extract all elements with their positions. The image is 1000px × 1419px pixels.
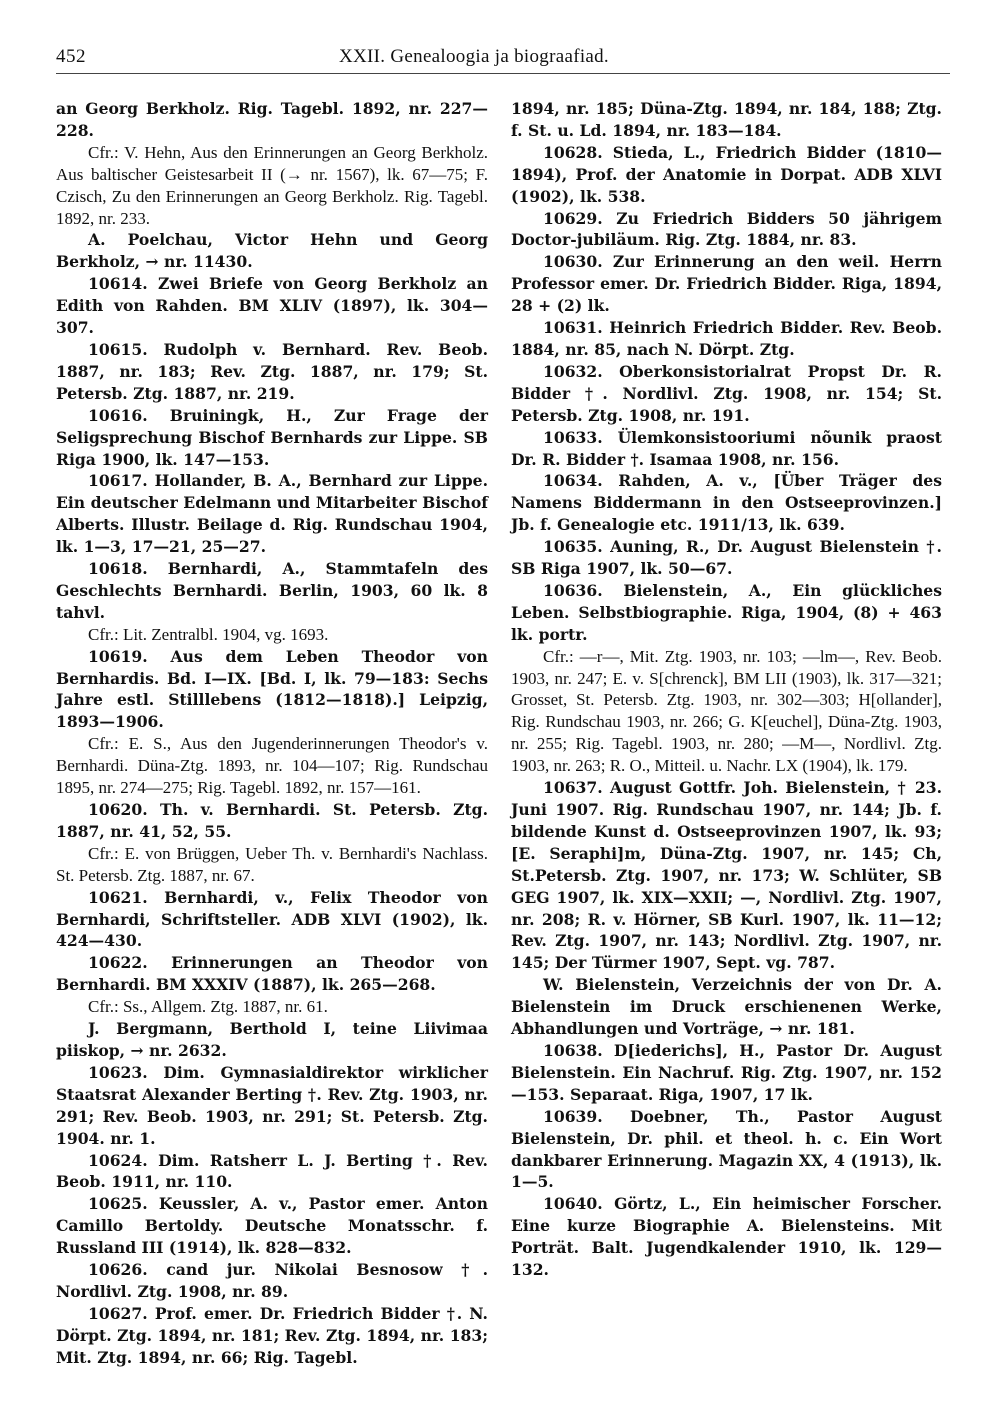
bibliography-entry: 10635. Auning, R., Dr. August Bielenstein †. SB Riga 1907, lk. 50—67. xyxy=(511,537,942,579)
bibliography-entry: Cfr.: E. von Brüggen, Ueber Th. v. Bernhardi's Nachlass. St. Petersb. Ztg. 1887, nr. 67. xyxy=(56,843,488,885)
bibliography-entry: 10633. Ülemkonsistooriumi nõunik praost Dr. R. Bidder †. Isamaa 1908, nr. 156. xyxy=(511,427,942,469)
bibliography-entry: 10627. Prof. emer. Dr. Friedrich Bidder †. N. Dörpt. Ztg. 1894, nr. 181; Rev. Ztg. 1894, nr. 183; Mit. Ztg. 1894, nr. 66; Rig. Tagebl. xyxy=(56,1303,488,1367)
bibliography-entry: 10639. Doebner, Th., Pastor August Bielenstein, Dr. phil. et theol. h. c. Ein Wort dankbarer Erinnerung. Magazin XX, 4 (1913), lk. 1—5. xyxy=(511,1106,942,1192)
bibliography-entry: 10620. Th. v. Bernhardi. St. Petersb. Ztg. 1887, nr. 41, 52, 55. xyxy=(56,800,488,841)
bibliography-entry: 10624. Dim. Ratsherr L. J. Berting †. Rev. Beob. 1911, nr. 110. xyxy=(56,1150,488,1192)
bibliography-entry: 10619. Aus dem Leben Theodor von Bernhardis. Bd. I—IX. [Bd. I, lk. 79—183: Sechs Jahre estl. Stilllebens (1812—1818).] Leipzig, 1893—1906. xyxy=(56,646,488,732)
bibliography-entry: 10616. Bruiningk, H., Zur Frage der Seligsprechung Bischof Bernhards zur Lippe. SB Riga 1900, lk. 147—153. xyxy=(56,405,488,469)
bibliography-entry: 10625. Keussler, A. v., Pastor emer. Anton Camillo Bertoldy. Deutsche Monatsschr. f. Russland III (1914), lk. 828—832. xyxy=(56,1194,488,1258)
bibliography-entry: J. Bergmann, Berthold I, teine Liivimaa piiskop, → nr. 2632. xyxy=(56,1019,488,1060)
bibliography-entry: 10634. Rahden, A. v., [Über Träger des Namens Biddermann in den Ostseeprovinzen.] Jb. f. Genealogie etc. 1911/13, lk. 639. xyxy=(511,471,942,535)
bibliography-entry: 10623. Dim. Gymnasialdirektor wirklicher Staatsrat Alexander Berting †. Rev. Ztg. 1903, nr. 291; Rev. Beob. 1903, nr. 291; St. Petersb. Ztg. 1904. nr. 1. xyxy=(56,1062,488,1148)
page-header xyxy=(56,40,950,76)
left-column xyxy=(56,98,488,1369)
bibliography-entry: 10621. Bernhardi, v., Felix Theodor von Bernhardi, Schriftsteller. ADB XLVI (1902), lk. 424—430. xyxy=(56,887,488,951)
bibliography-entry: an Georg Berkholz. Rig. Tagebl. 1892, nr. 227—228. xyxy=(56,99,488,140)
bibliography-entry: Cfr.: V. Hehn, Aus den Erinnerungen an Georg Berkholz. Aus baltischer Geistesarbeit II (→ nr. 1567), lk. 67—75; F. Czisch, Zu den Erinnerungen an Georg Berkholz. Rig. Tagebl. 1892, nr. 233. xyxy=(56,142,488,228)
bibliography-entry: Cfr.: E. S., Aus den Jugenderinnerungen Theodor's v. Bernhardi. Düna-Ztg. 1893, nr. 104—107; Rig. Rundschau 1895, nr. 274—275; Rig. Tagebl. 1892, nr. 157—161. xyxy=(56,734,488,798)
bibliography-entry: A. Poelchau, Victor Hehn und Georg Berkholz, → nr. 11430. xyxy=(56,230,488,272)
bibliography-entry: 10622. Erinnerungen an Theodor von Bernhardi. BM XXXIV (1887), lk. 265—268. xyxy=(56,953,488,995)
bibliography-entry: 1894, nr. 185; Düna-Ztg. 1894, nr. 184, 188; Ztg. f. St. u. Ld. 1894, nr. 183—184. xyxy=(511,99,942,140)
bibliography-entry: 10631. Heinrich Friedrich Bidder. Rev. Beob. 1884, nr. 85, nach N. Dörpt. Ztg. xyxy=(511,318,942,359)
bibliography-entry: 10640. Görtz, L., Ein heimischer Forscher. Eine kurze Biographie A. Bielensteins. Mit Porträt. Balt. Jugendkalender 1910, lk. 129—132. xyxy=(511,1194,942,1280)
bibliography-entry: 10636. Bielenstein, A., Ein glückliches Leben. Selbstbiographie. Riga, 1904, (8) + 463 lk. portr. xyxy=(511,580,942,644)
right-column xyxy=(511,98,942,1281)
bibliography-entry: 10628. Stieda, L., Friedrich Bidder (1810—1894), Prof. der Anatomie in Dorpat. ADB XLVI (1902), lk. 538. xyxy=(511,142,942,206)
header-rule xyxy=(56,73,950,74)
bibliography-entry: W. Bielenstein, Verzeichnis der von Dr. A. Bielenstein im Druck erschienenen Werke, Abhandlungen und Vorträge, → nr. 181. xyxy=(511,975,942,1039)
bibliography-entry: 10618. Bernhardi, A., Stammtafeln des Geschlechts Bernhardi. Berlin, 1903, 60 lk. 8 tahvl. xyxy=(56,559,488,622)
bibliography-entry: 10638. D[iederichs], H., Pastor Dr. August Bielenstein. Ein Nachruf. Rig. Ztg. 1907, nr. 152—153. Separaat. Riga, 1907, 17 lk. xyxy=(511,1040,942,1104)
bibliography-entry: 10617. Hollander, B. A., Bernhard zur Lippe. Ein deutscher Edelmann und Mitarbeiter Bischof Alberts. Illustr. Beilage d. Rig. Rundschau 1904, lk. 1—3, 17—21, 25—27. xyxy=(56,471,488,557)
bibliography-entry: Cfr.: Lit. Zentralbl. 1904, vg. 1693. xyxy=(88,624,329,644)
bibliography-entry: 10629. Zu Friedrich Bidders 50 jährigem Doctor-jubiläum. Rig. Ztg. 1884, nr. 83. xyxy=(511,208,942,250)
running-title: XXII. Genealoogia ja biograafiad. xyxy=(339,46,609,67)
page-number: 452 xyxy=(56,46,86,67)
bibliography-entry: Cfr.: —r—, Mit. Ztg. 1903, nr. 103; —lm—, Rev. Beob. 1903, nr. 247; E. v. S[chrenck], BM LII (1903), lk. 317—321; Grosset, St. Petersb. Ztg. 1903, nr. 302—303; H[ollander], Rig. Rundschau 1903, nr. 266; G. K[euchel], Düna-Ztg. 1903, nr. 255; Rig. Tagebl. 1903, nr. 280; —M—, Nordlivl. Ztg. 1903, nr. 263; R. O., Mitteil. u. Nachr. LX (1904), lk. 179. xyxy=(511,646,942,776)
bibliography-entry: 10626. cand jur. Nikolai Besnosow †. Nordlivl. Ztg. 1908, nr. 89. xyxy=(56,1260,488,1301)
bibliography-entry: 10632. Oberkonsistorialrat Propst Dr. R. Bidder †. Nordlivl. Ztg. 1908, nr. 154; St. Petersb. Ztg. 1908, nr. 191. xyxy=(511,361,942,425)
bibliography-entry: Cfr.: Ss., Allgem. Ztg. 1887, nr. 61. xyxy=(88,997,328,1017)
bibliography-entry: 10615. Rudolph v. Bernhard. Rev. Beob. 1887, nr. 183; Rev. Ztg. 1887, nr. 179; St. Petersb. Ztg. 1887, nr. 219. xyxy=(56,339,488,403)
bibliography-entry: 10630. Zur Erinnerung an den weil. Herrn Professor emer. Dr. Friedrich Bidder. Riga, 1894, 28 + (2) lk. xyxy=(511,252,942,316)
bibliography-entry: 10637. August Gottfr. Joh. Bielenstein, † 23. Juni 1907. Rig. Rundschau 1907, nr. 144; Jb. f. bildende Kunst d. Ostseeprovinzen 1907, lk. 93; [E. Seraphi]m, Düna-Ztg. 1907, nr. 145; Ch, St.Petersb. Ztg. 1907, nr. 173; W. Schlüter, SB GEG 1907, lk. XIX—XXII; —, Nordlivl. Ztg. 1907, nr. 208; R. v. Hörner, SB Kurl. 1907, lk. 11—12; Rev. Ztg. 1907, nr. 143; Nordlivl. Ztg. 1907, nr. 145; Der Türmer 1907, Sept. vg. 787. xyxy=(511,778,942,973)
bibliography-entry: 10614. Zwei Briefe von Georg Berkholz an Edith von Rahden. BM XLIV (1897), lk. 304—307. xyxy=(56,274,488,338)
